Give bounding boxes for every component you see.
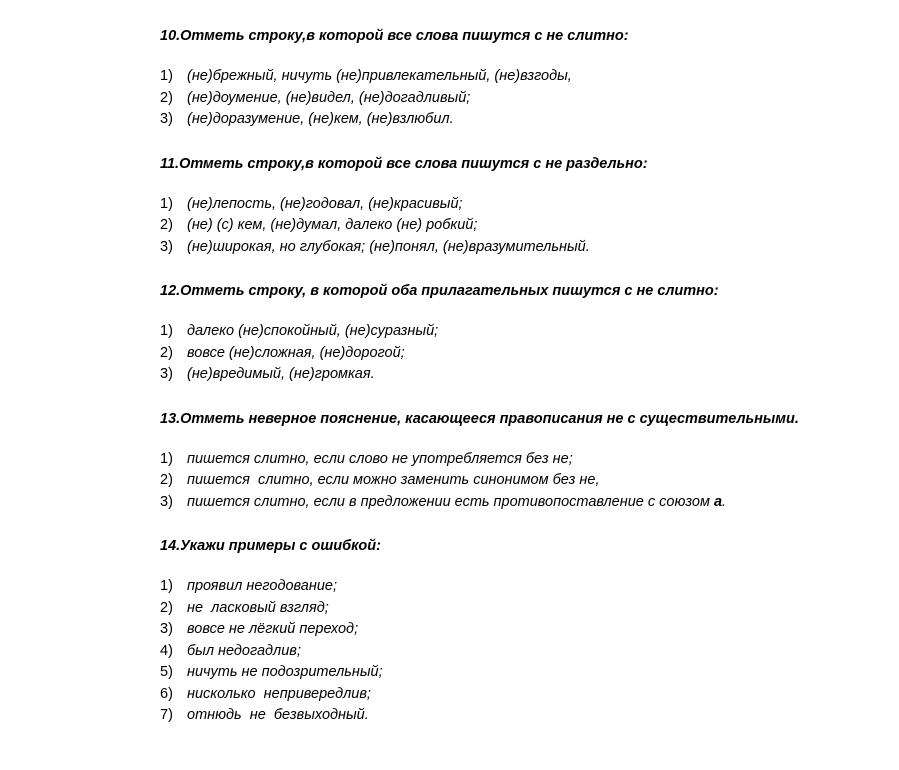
list-item [160,662,880,684]
option-list [160,449,880,514]
option-number: 1) [160,578,173,594]
spacer [160,131,880,154]
spacer [160,513,880,536]
option-number: 2) [160,344,173,361]
question-title: 11.Отметь строку,в которой все слова пишутся с не раздельно: [160,155,648,172]
spacer [160,386,880,409]
list-item [160,88,880,110]
option-text: нисколько непривередлив; [187,685,371,702]
option-number: 2) [160,472,173,488]
question-12 [160,281,880,386]
option-number: 1) [160,68,173,84]
list-item [160,215,880,237]
option-text: был недогадлив; [187,642,301,659]
list-item [160,237,880,259]
list-item [160,109,880,131]
option-text-tail: . [722,493,727,510]
list-item [160,66,880,88]
option-list [160,321,880,386]
list-item [160,598,880,620]
option-text: (не)доразумение, (не)кем, (не)взлюбил. [187,111,454,127]
option-text: пишется слитно, если слово не употребляется без не; [187,450,573,467]
list-item [160,684,880,706]
option-number: 1) [160,323,173,339]
list-item [160,641,880,663]
question-13 [160,409,880,514]
option-list [160,576,880,727]
question-title: 10.Отметь строку,в которой все слова пишутся с не слитно: [160,28,629,44]
question-title: 14.Укажи примеры с ошибкой: [160,538,381,554]
list-item [160,470,880,492]
list-item [160,492,880,514]
spacer [160,258,880,281]
conjunction-bold: а [713,493,723,510]
option-number: 2) [160,89,173,106]
option-number: 4) [160,642,173,659]
list-item [160,321,880,343]
option-number: 3) [160,366,173,382]
option-number: 6) [160,685,173,702]
option-text: (не)доумение, (не)видел, (не)догадливый; [187,89,471,106]
question-11 [160,154,880,259]
option-text: (не)брежный, ничуть (не)привлекательный, (не)взгоды, [187,68,572,84]
option-list [160,66,880,131]
option-number: 5) [160,664,173,680]
option-text: (не)лепость, (не)годовал, (не)красивый; [187,195,463,212]
option-text: вовсе (не)сложная, (не)дорогой; [187,344,405,361]
option-text: (не)вредимый, (не)громкая. [187,366,375,382]
option-text: далеко (не)спокойный, (не)суразный; [187,323,439,339]
question-title: 13.Отметь неверное пояснение, касающееся правописания не с существительными. [160,410,799,427]
option-text: ничуть не подозрительный; [187,664,383,680]
option-text: проявил негодование; [187,578,337,594]
list-item [160,194,880,216]
question-14 [160,536,880,727]
option-number: 1) [160,450,173,467]
list-item [160,619,880,641]
option-text: вовсе не лёгкий переход; [187,621,359,637]
list-item [160,576,880,598]
option-number: 2) [160,217,173,233]
option-number: 7) [160,707,173,723]
list-item [160,449,880,471]
option-number: 1) [160,195,173,212]
worksheet [160,26,880,727]
question-10 [160,26,880,131]
option-number: 2) [160,599,173,616]
option-number: 3) [160,238,173,255]
list-item [160,343,880,365]
option-text-main: пишется слитно, если в предложении есть противопоставление с союзом [187,493,714,510]
option-text: отнюдь не безвыходный. [187,707,369,723]
list-item [160,364,880,386]
option-number: 3) [160,493,173,510]
option-text [187,494,726,510]
question-title: 12.Отметь строку, в которой оба прилагательных пишутся с не слитно: [160,283,719,299]
option-text: (не) (с) кем, (не)думал, далеко (не) робкий; [187,217,478,233]
option-number: 3) [160,111,173,127]
option-text: не ласковый взгляд; [187,599,329,616]
option-list [160,194,880,259]
option-number: 3) [160,621,173,637]
option-text: пишется слитно, если можно заменить синонимом без не, [187,472,600,488]
list-item [160,705,880,727]
option-text: (не)широкая, но глубокая; (не)понял, (не)вразумительный. [187,238,590,255]
